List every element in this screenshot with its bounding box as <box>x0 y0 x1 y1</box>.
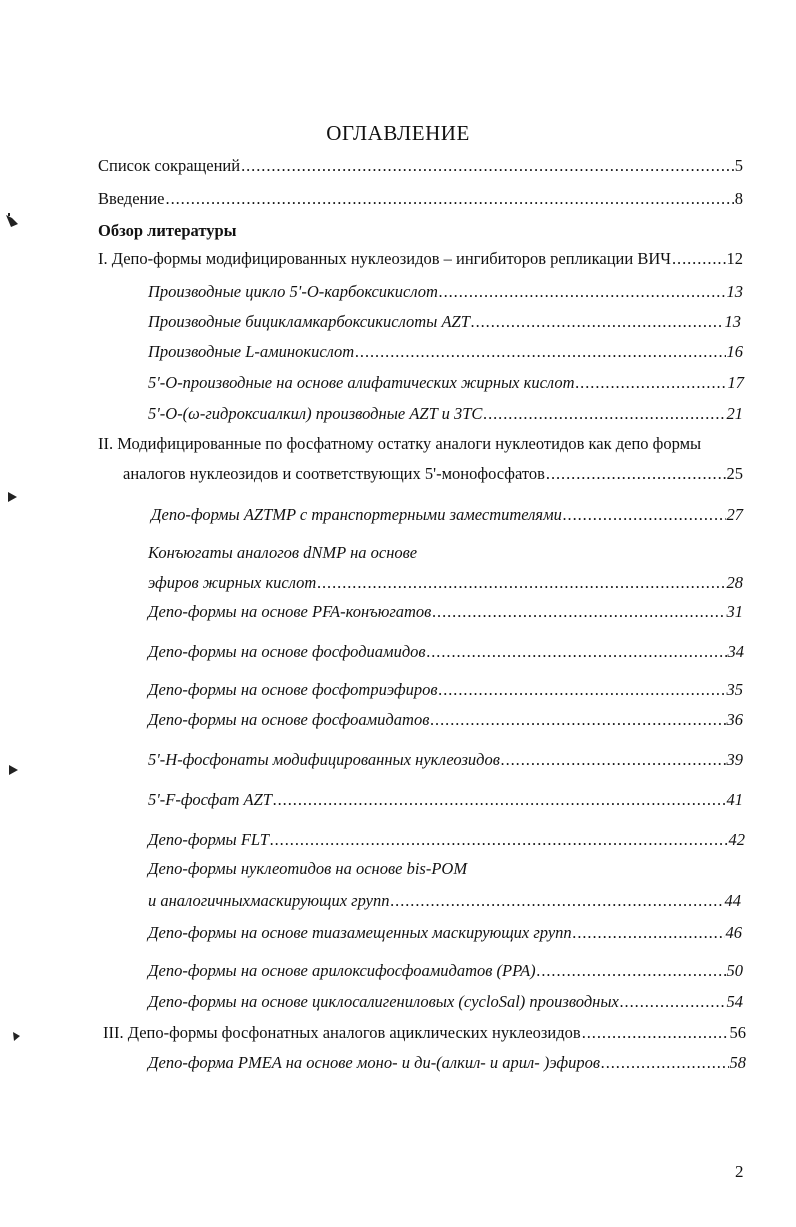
toc-entry <box>148 890 741 912</box>
scan-artifact <box>6 490 20 506</box>
toc-leader-dots <box>427 641 727 663</box>
toc-leader-dots <box>582 1022 729 1044</box>
scan-artifact <box>11 1030 25 1044</box>
toc-entry <box>148 572 743 594</box>
toc-page-number: 12 <box>726 249 743 268</box>
toc-leader-dots <box>430 709 725 731</box>
toc-page-number: 35 <box>726 680 743 699</box>
toc-entry-text: Производные цикло 5'-О-карбоксикислот <box>148 282 438 301</box>
toc-entry-chapter-1 <box>98 248 743 270</box>
toc-leader-dots <box>273 789 726 811</box>
toc-leader-dots <box>317 572 725 594</box>
toc-entry-text: I. Депо-формы модифицированных нуклеозидов – ингибиторов репликации ВИЧ <box>98 249 671 268</box>
toc-entry-first-line: Депо-формы нуклеотидов на основе bis-POM <box>148 859 468 878</box>
toc-entry-text: III. Депо-формы фосфонатных аналогов ациклических нуклеозидов <box>103 1023 581 1042</box>
toc-leader-dots <box>432 601 725 623</box>
toc-leader-dots <box>537 960 726 982</box>
page-number: 2 <box>735 1162 744 1181</box>
toc-entry-introduction <box>98 188 743 210</box>
toc-page-number: 28 <box>726 573 743 592</box>
toc-entry-first-line: Конъюгаты аналогов dNMP на основе <box>148 543 418 562</box>
toc-entry <box>148 789 743 811</box>
toc-page-number: 41 <box>726 790 743 809</box>
toc-page-number: 13 <box>726 282 743 301</box>
toc-page-number: 21 <box>726 404 743 423</box>
toc-entry-text: Депо-формы на основе фосфотриэфиров <box>148 680 438 699</box>
toc-entry <box>148 403 743 425</box>
toc-page-number: 13 <box>724 312 741 331</box>
toc-leader-dots <box>483 403 725 425</box>
section-heading: Обзор литературы <box>98 221 237 240</box>
toc-leader-dots <box>576 372 727 394</box>
toc-leader-dots <box>601 1052 728 1074</box>
toc-entry-text: эфиров жирных кислот <box>148 573 317 592</box>
toc-entry <box>148 991 743 1013</box>
toc-entry-text: 5'-Н-фосфонаты модифицированных нуклеозидов <box>148 750 500 769</box>
toc-leader-dots <box>620 991 726 1013</box>
toc-page-number: 27 <box>726 505 743 524</box>
toc-entry-text: Депо-формы на основе тиазамещенных маскирующих групп <box>148 923 572 942</box>
toc-page-number: 36 <box>726 710 743 729</box>
toc-page-number: 25 <box>726 464 743 483</box>
toc-page-number: 50 <box>726 961 743 980</box>
toc-entry <box>148 311 741 333</box>
toc-entry-text: 5'-О-производные на основе алифатических жирных кислот <box>148 373 575 392</box>
toc-entry-text: Депо-формы AZTMP с транспортерными заместителями <box>151 505 562 524</box>
toc-entry-text: Производные бицикламкарбоксикислоты AZT <box>148 312 470 331</box>
toc-entry <box>148 679 743 701</box>
toc-page-number: 58 <box>729 1053 746 1072</box>
toc-entry-abbreviations <box>98 155 743 177</box>
toc-leader-dots <box>501 749 726 771</box>
page-title: ОГЛАВЛЕНИЕ <box>326 121 470 145</box>
toc-page-number: 44 <box>724 891 741 910</box>
toc-page-number: 42 <box>728 830 745 849</box>
toc-entry-text: Депо-формы на основе фосфодиамидов <box>148 642 426 661</box>
toc-entry-chapter-3 <box>103 1022 746 1044</box>
toc-leader-dots <box>166 188 734 210</box>
toc-entry-text: Депо-формы FLT <box>148 830 269 849</box>
toc-leader-dots <box>390 890 723 912</box>
toc-entry <box>148 829 745 851</box>
toc-entry-text: аналогов нуклеозидов и соответствующих 5'-монофосфатов <box>123 464 545 483</box>
toc-page-number: 5 <box>734 156 743 175</box>
toc-page-number: 16 <box>726 342 743 361</box>
toc-entry-text: Депо-формы на основе циклосалигениловых (cycloSal) производных <box>148 992 619 1011</box>
toc-entry-chapter-2 <box>123 463 743 485</box>
scan-artifact <box>7 764 21 778</box>
toc-entry-text: Депо-формы на основе PFA-конъюгатов <box>148 602 432 621</box>
toc-page-number: 8 <box>734 189 743 208</box>
toc-entry-text: 5'-F-фосфат AZT <box>148 790 272 809</box>
toc-page-number: 39 <box>726 750 743 769</box>
toc-page-number: 31 <box>726 602 743 621</box>
toc-leader-dots <box>241 155 734 177</box>
toc-leader-dots <box>439 281 726 303</box>
toc-entry <box>151 504 743 526</box>
toc-entry <box>148 641 744 663</box>
toc-entry <box>148 922 742 944</box>
toc-entry-text: Список сокращений <box>98 156 241 175</box>
toc-entry <box>148 1052 746 1074</box>
toc-entry <box>148 709 743 731</box>
toc-page-number: 54 <box>726 992 743 1011</box>
toc-entry-text: Введение <box>98 189 165 208</box>
toc-entry <box>148 749 743 771</box>
toc-leader-dots <box>546 463 726 485</box>
toc-leader-dots <box>672 248 726 270</box>
toc-entry-text: и аналогичныхмаскирующих групп <box>148 891 390 910</box>
toc-leader-dots <box>355 341 725 363</box>
toc-page-number: 34 <box>727 642 744 661</box>
toc-entry-text: Депо-формы на основе арилоксифосфоамидатов (PPA) <box>148 961 536 980</box>
toc-entry <box>148 281 743 303</box>
toc-entry-text: Производные L-аминокислот <box>148 342 355 361</box>
toc-leader-dots <box>439 679 726 701</box>
toc-leader-dots <box>270 829 728 851</box>
toc-entry-chapter-2-first-line: II. Модифицированные по фосфатному остатку аналоги нуклеотидов как депо формы <box>98 434 702 453</box>
toc-leader-dots <box>563 504 726 526</box>
toc-entry <box>148 960 743 982</box>
toc-leader-dots <box>471 311 724 333</box>
scan-artifact <box>4 212 22 232</box>
toc-page-number: 46 <box>725 923 742 942</box>
toc-page-number: 56 <box>729 1023 746 1042</box>
toc-entry-text: Депо-форма PMEA на основе моно- и ди-(алкил- и арил- )эфиров <box>148 1053 601 1072</box>
toc-entry <box>148 372 744 394</box>
toc-entry <box>148 341 743 363</box>
toc-entry-text: Депо-формы на основе фосфоамидатов <box>148 710 430 729</box>
toc-leader-dots <box>573 922 725 944</box>
toc-entry <box>148 601 743 623</box>
toc-page-number: 17 <box>727 373 744 392</box>
toc-entry-text: 5'-О-(ω-гидроксиалкил) производные AZT и 3TC <box>148 404 483 423</box>
